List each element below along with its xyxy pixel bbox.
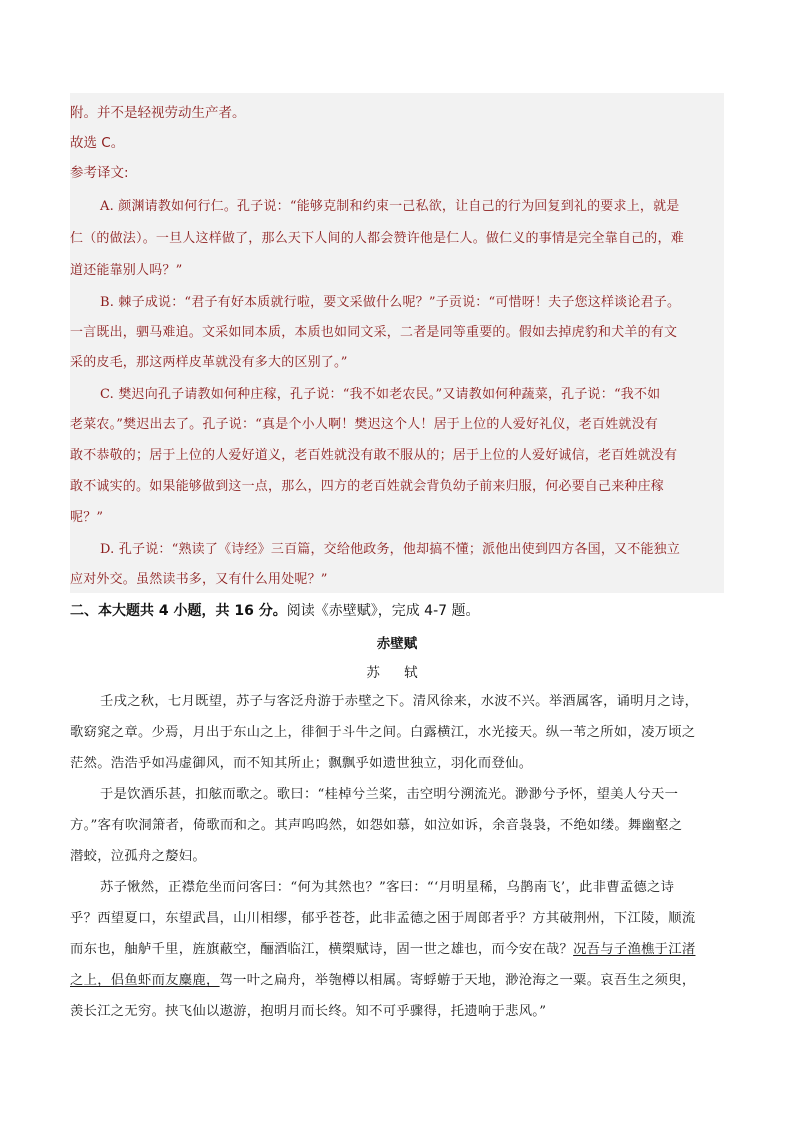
translation-line: A. 颜渊请教如何行仁。孔子说：“能够克制和约束一己私欲，让自己的行为回复到礼的要求上，就是 xyxy=(100,199,680,214)
translation-line: 敢不诚实的。如果能够做到这一点，那么，四方的老百姓就会背负幼子前来归服，何必要自己来种庄稼 xyxy=(70,479,665,494)
underlined-passage: 况吾与子渔樵于江渚 xyxy=(573,942,696,957)
translation-line: 呢？” xyxy=(70,510,104,525)
passage-line: 羡长江之无穷。挟飞仙以遨游，抱明月而长终。知不可乎骤得，托遗响于悲风。” xyxy=(70,1004,547,1019)
poem-author: 苏 轼 xyxy=(366,665,428,681)
section-heading-instruction: 阅读《赤壁赋》，完成 4-7 题。 xyxy=(286,603,480,619)
section-number: 二、 xyxy=(70,603,98,619)
translation-line: 应对外交。虽然读书多，又有什么用处呢？” xyxy=(70,572,328,587)
passage-line: 潜蛟，泣孤舟之嫠妇。 xyxy=(70,849,206,864)
poem-title: 赤壁赋 xyxy=(376,636,418,652)
passage-line xyxy=(70,938,695,957)
translation-line: C. 樊迟向孔子请教如何种庄稼，孔子说：“我不如老农民。”又请教如何种蔬菜，孔子说：“我不如 xyxy=(100,387,661,402)
passage-line xyxy=(70,969,695,988)
passage-line: 茫然。浩浩乎如冯虚御风，而不知其所止；飘飘乎如遗世独立，羽化而登仙。 xyxy=(70,756,533,771)
translation-line: B. 棘子成说：“君子有好本质就行啦，要文采做什么呢？”子贡说：“可惜呀！夫子您这样谈论君子。 xyxy=(100,295,681,310)
translation-line: 敢不恭敬的；居于上位的人爱好道义，老百姓就没有敢不服从的；居于上位的人爱好诚信，老百姓就没有 xyxy=(70,448,678,463)
passage-text: 驾一叶之扁舟，举匏樽以相属。寄蜉蝣于天地，渺沧海之一粟。哀吾生之须臾， xyxy=(219,973,696,988)
translation-line: 道还能靠别人吗？” xyxy=(70,263,183,278)
translation-heading: 参考译文: xyxy=(70,165,129,181)
translation-line: 采的皮毛，那这两样皮革就没有多大的区别了。” xyxy=(70,355,348,370)
passage-line: 苏子愀然，正襟危坐而问客曰：“何为其然也？”客曰：“‘月明星稀，乌鹊南飞’，此非曹孟德之诗 xyxy=(100,880,675,895)
passage-line: 乎？西望夏口，东望武昌，山川相缪，郁乎苍苍，此非孟德之困于周郎者乎？方其破荆州，下江陵，顺流 xyxy=(70,911,696,926)
passage-line: 歌窈窕之章。少焉，月出于东山之上，徘徊于斗牛之间。白露横江，水光接天。纵一苇之所如，凌万顷之 xyxy=(70,725,696,740)
translation-line: D. 孔子说：“熟读了《诗经》三百篇，交给他政务，他却搞不懂；派他出使到四方各国，又不能独立 xyxy=(100,542,681,557)
answer-explanation-box xyxy=(70,93,724,593)
passage-line: 于是饮酒乐甚，扣舷而歌之。歌曰：“桂棹兮兰桨，击空明兮溯流光。渺渺兮予怀，望美人兮天一 xyxy=(100,787,679,802)
translation-line: 仁（的做法）。一旦人这样做了，那么天下人间的人都会赞许他是仁人。做仁义的事情是完全靠自己的，难 xyxy=(70,231,684,246)
answer-text-line: 附。并不是轻视劳动生产者。 xyxy=(70,105,246,121)
translation-line: 老菜农。”樊迟出去了。孔子说：“真是个小人啊！樊迟这个人！居于上位的人爱好礼仪，老百姓就没有 xyxy=(70,417,658,432)
section-heading xyxy=(70,600,480,620)
passage-line: 壬戌之秋，七月既望，苏子与客泛舟游于赤壁之下。清风徐来，水波不兴。举酒属客，诵明月之诗， xyxy=(100,694,699,709)
section-heading-bold: 本大题共 4 小题，共 16 分。 xyxy=(98,603,287,619)
answer-choice: 故选 C。 xyxy=(70,135,125,151)
translation-line: 一言既出，驷马难追。文采如同本质，本质也如同文采，二者是同等重要的。假如去掉虎豹和犬羊的有文 xyxy=(70,325,678,340)
passage-line: 方。”客有吹洞箫者，倚歌而和之。其声呜呜然，如怨如慕，如泣如诉，余音袅袅，不绝如缕。舞幽壑之 xyxy=(70,818,683,833)
underlined-passage: 之上，侣鱼虾而友麋鹿， xyxy=(70,973,220,988)
passage-text: 而东也，舳舻千里，旌旗蔽空，酾酒临江，横槊赋诗，固一世之雄也，而今安在哉？ xyxy=(70,942,574,957)
